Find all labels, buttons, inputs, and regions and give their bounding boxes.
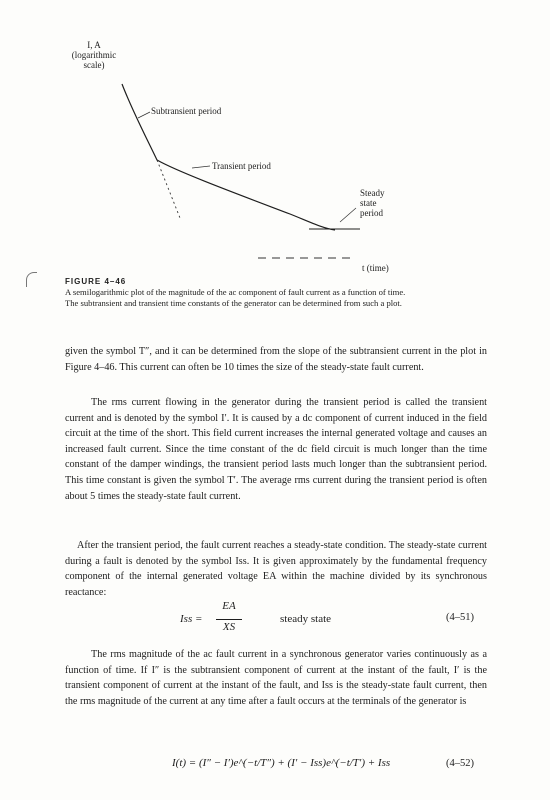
subtransient-annotation: Subtransient period [151, 106, 222, 116]
paragraph-subtransient-end: given the symbol T″, and it can be determined from the slope of the subtransient current in the plot in Figure 4–46. This current can often be 10 times the size of the steady-state fault current. [65, 346, 487, 373]
transient-annotation: Transient period [212, 161, 271, 171]
eq1-denominator: XS [222, 621, 236, 633]
y-axis-label [64, 40, 124, 70]
steady-annotation-line-3: period [360, 208, 383, 218]
transient-leader [192, 166, 210, 168]
caption-line-1: A semilogarithmic plot of the magnitude of the ac component of fault current as a function of time. [65, 287, 406, 297]
equation-number-4-51: (4–51) [446, 612, 474, 623]
y-axis-label-line-3: scale) [83, 60, 105, 70]
y-axis-label-line-2: (logarithmic [71, 50, 117, 60]
steady-annotation-line-2: state [360, 198, 377, 208]
paragraph-transient: The rms current flowing in the generator during the transient period is called the transient current and is denoted by the symbol I′. It is caused by a dc component of current induced in the field circuit at the time of the short. This field current increases the internal generated voltage and causes an increased fault current. Since the time constant of the dc field circuit is much longer than the time constant of the damper windings, the transient period lasts much longer than the subtransient period. This time constant is given the symbol T′. The average rms current during the transient period is often about 5 times the steady-state fault current. [65, 397, 487, 502]
subtransient-leader [138, 112, 150, 118]
x-axis-label: t (time) [362, 263, 389, 273]
margin-mark [26, 272, 37, 287]
equation-number-4-52: (4–52) [446, 758, 474, 769]
eq1-note: steady state [280, 613, 332, 625]
eq1-numerator: EA [222, 600, 236, 612]
caption-line-2: The subtransient and transient time constants of the generator can be determined from such a plot. [65, 298, 402, 308]
equation-4-51 [180, 600, 490, 640]
figure-caption [65, 276, 485, 309]
steady-leader [340, 208, 356, 222]
y-axis-label-line-1: I, A [87, 40, 101, 50]
steady-annotation-line-1: Steady [360, 188, 385, 198]
eq1-lhs: Iss = [180, 613, 203, 625]
eq1-fraction-bar [216, 619, 242, 620]
steady-annotation [360, 188, 385, 218]
paragraph-rms-magnitude: The rms magnitude of the ac fault current in a synchronous generator varies continuously as a function of time. If I″ is the subtransient component of current at the instant of the fault, I′ is the transient component of current at the instant of the fault, and Iss is the steady-state fault current, then the rms magnitude of the current at any time after a fault occurs at the terminals of the generator is [65, 649, 487, 707]
paragraph-steady-state: After the transient period, the fault current reaches a steady-state condition. The steady-state current during a fault is denoted by the symbol Iss. It is given approximately by the fundamental frequency component of the internal generated voltage EA within the machine divided by its synchronous reactance: [65, 540, 487, 598]
caption-title: FIGURE 4–46 [65, 277, 127, 286]
equation-4-52: I(t) = (I″ − I′)e^(−t/T″) + (I′ − Iss)e^(−t/T′) + Iss [172, 757, 391, 769]
